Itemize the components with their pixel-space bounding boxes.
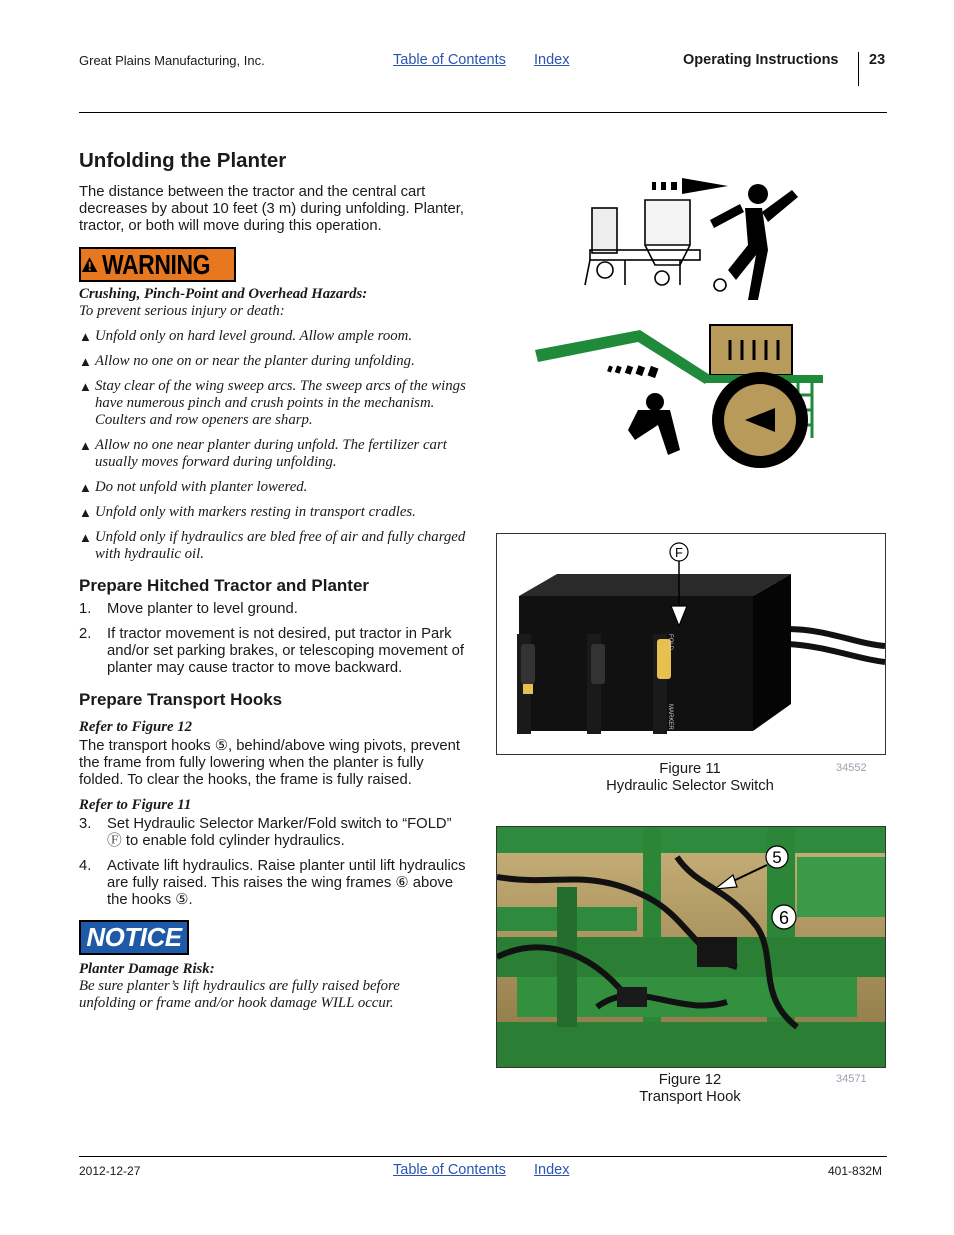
step-item: 3. Set Hydraulic Selector Marker/Fold switch to “FOLD” Ⓕ to enable fold cylinder hydraulics. bbox=[79, 816, 452, 849]
page-title: Unfolding the Planter bbox=[79, 149, 287, 172]
crouching-person-icon bbox=[628, 393, 680, 455]
bullet-triangle-icon: ▲ bbox=[79, 379, 92, 394]
switch-fold-label: FOLD bbox=[667, 634, 673, 651]
footer-doc-number: 401-832M bbox=[828, 1164, 883, 1178]
figure-12-caption bbox=[560, 1072, 820, 1106]
warning-bullet: ▲ Unfold only if hydraulics are bled free of air and fully charged with hydraulic oil. bbox=[79, 529, 466, 562]
header-rule bbox=[79, 112, 887, 113]
figure-reference-11: Refer to Figure 11 bbox=[79, 797, 192, 813]
header-section-title: Operating Instructions bbox=[683, 52, 839, 68]
switch-box bbox=[653, 574, 791, 734]
figure-11-caption bbox=[560, 761, 820, 795]
switch-marker-label: MARKER bbox=[667, 704, 673, 730]
bullet-triangle-icon: ▲ bbox=[79, 354, 92, 369]
callout-f-label: F bbox=[675, 545, 683, 560]
footer-date: 2012-12-27 bbox=[79, 1164, 141, 1178]
warning-triangle-icon bbox=[81, 254, 98, 276]
figure-11-subtitle: Hydraulic Selector Switch bbox=[606, 778, 774, 794]
figure-11-frame bbox=[496, 533, 886, 755]
transport-hook-photo bbox=[497, 827, 885, 1067]
figure-12-frame bbox=[496, 826, 886, 1068]
figure-11-number: 34552 bbox=[836, 762, 867, 774]
footer-rule bbox=[79, 1156, 887, 1157]
notice-label: NOTICE bbox=[86, 922, 182, 952]
figure-12-title: Figure 12 bbox=[658, 1072, 722, 1088]
callout-6-label: 6 bbox=[778, 908, 790, 928]
bullet-triangle-icon: ▲ bbox=[79, 329, 92, 344]
figure-12-subtitle: Transport Hook bbox=[639, 1089, 741, 1105]
falling-person-icon bbox=[710, 184, 798, 300]
notice-heading: Planter Damage Risk: bbox=[79, 961, 215, 977]
figure-12-number: 34571 bbox=[836, 1073, 867, 1085]
notice-text: Be sure planter’s lift hydraulics are fully raised before unfolding or frame and/or hook damage WILL occur. bbox=[79, 978, 400, 1011]
header-toc-link[interactable]: Table of Contents bbox=[393, 52, 506, 68]
hydraulic-switch-photo bbox=[497, 534, 885, 754]
hazard-pictogram bbox=[530, 170, 830, 470]
warning-bullet: ▲ Unfold only on hard level ground. Allow ample room. bbox=[79, 328, 413, 344]
header-company: Great Plains Manufacturing, Inc. bbox=[79, 53, 265, 68]
notice-badge bbox=[79, 920, 189, 955]
bullet-triangle-icon: ▲ bbox=[79, 530, 92, 545]
warning-bullet: ▲ Stay clear of the wing sweep arcs. The sweep arcs of the wings have numerous pinch and crush points in the mechanism. Coulters and row openers are sharp. bbox=[79, 378, 466, 428]
step-item: 1. Move planter to level ground. bbox=[79, 601, 298, 617]
warning-subheading: To prevent serious injury or death: bbox=[79, 303, 285, 319]
cart-hazard-drawing bbox=[535, 325, 823, 468]
step-item: 4. Activate lift hydraulics. Raise planter until lift hydraulics are fully raised. This raises the wing frames ⑥ above the hooks ⑤. bbox=[79, 858, 466, 908]
section-heading-hitch: Prepare Hitched Tractor and Planter bbox=[79, 576, 370, 595]
step-item: 2. If tractor movement is not desired, put tractor in Park and/or set parking brakes, or telescoping movement of planter may cause tractor to move backward. bbox=[79, 626, 464, 676]
warning-badge bbox=[79, 247, 236, 282]
hooks-paragraph: The transport hooks ⑤, behind/above wing pivots, prevent the frame from fully lowering when the planter is fully folded. To clear the hooks, the frame is fully raised. bbox=[79, 738, 460, 788]
footer-index-link[interactable]: Index bbox=[534, 1162, 570, 1178]
section-heading-hooks: Prepare Transport Hooks bbox=[79, 690, 283, 709]
warning-heading: Crushing, Pinch-Point and Overhead Hazards: bbox=[79, 286, 368, 302]
page-number: 23 bbox=[869, 52, 886, 68]
warning-bullet: ▲ Allow no one near planter during unfold. The fertilizer cart usually moves forward during unfolding. bbox=[79, 437, 447, 470]
motion-arrow-icon bbox=[652, 178, 728, 194]
bullet-triangle-icon: ▲ bbox=[79, 480, 92, 495]
header-index-link[interactable]: Index bbox=[534, 52, 570, 68]
warning-bullet: ▲ Do not unfold with planter lowered. bbox=[79, 479, 308, 495]
warning-bullet: ▲ Allow no one on or near the planter during unfolding. bbox=[79, 353, 415, 369]
footer-toc-link[interactable]: Table of Contents bbox=[393, 1162, 506, 1178]
figure-reference-12: Refer to Figure 12 bbox=[79, 719, 193, 735]
callout-5-label: 5 bbox=[772, 848, 782, 867]
warning-label: WARNING bbox=[102, 248, 211, 280]
figure-11-title: Figure 11 bbox=[659, 761, 721, 777]
bullet-triangle-icon: ▲ bbox=[79, 505, 92, 520]
planter-outline-drawing bbox=[585, 200, 726, 291]
intro-paragraph: The distance between the tractor and the central cart decreases by about 10 feet (3 m) during unfolding. Planter, tractor, or both will move during this operation. bbox=[79, 184, 464, 234]
warning-bullet: ▲ Unfold only with markers resting in transport cradles. bbox=[79, 504, 416, 520]
bullet-triangle-icon: ▲ bbox=[79, 438, 92, 453]
header-divider bbox=[858, 52, 859, 86]
